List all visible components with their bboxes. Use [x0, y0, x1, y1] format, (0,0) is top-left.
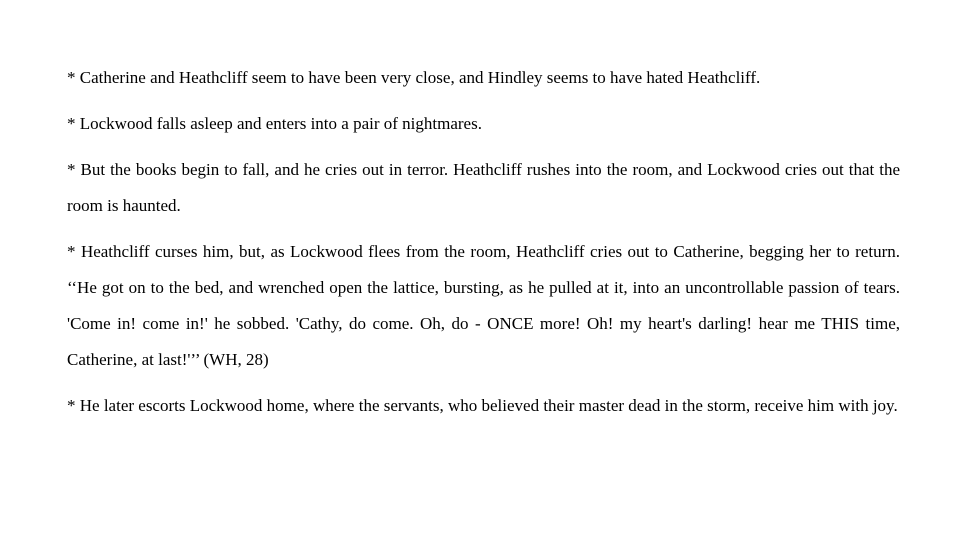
paragraph-4: * Heathcliff curses him, but, as Lockwood flees from the room, Heathcliff cries out to Catherine, begging her to return. ‘‘He got on to the bed, and wrenched open the lattice, bursting, as he pulled at it, into an uncontrollable passion of tears. 'Come in! come in!' he sobbed. 'Cathy, do come. Oh, do - ONCE more! Oh! my heart's darling! hear me THIS time, Catherine, at last!'’’ (WH, 28): [67, 242, 900, 369]
paragraph-3: * But the books begin to fall, and he cries out in terror. Heathcliff rushes into the room, and Lockwood cries out that the room is haunted.: [67, 160, 900, 215]
paragraph-5: * He later escorts Lockwood home, where the servants, who believed their master dead in the storm, receive him with joy.: [67, 396, 898, 415]
text-body: [67, 60, 900, 434]
paragraph-1: * Catherine and Heathcliff seem to have been very close, and Hindley seems to have hated Heathcliff.: [67, 68, 761, 87]
paragraph-2: * Lockwood falls asleep and enters into a pair of nightmares.: [67, 114, 482, 133]
